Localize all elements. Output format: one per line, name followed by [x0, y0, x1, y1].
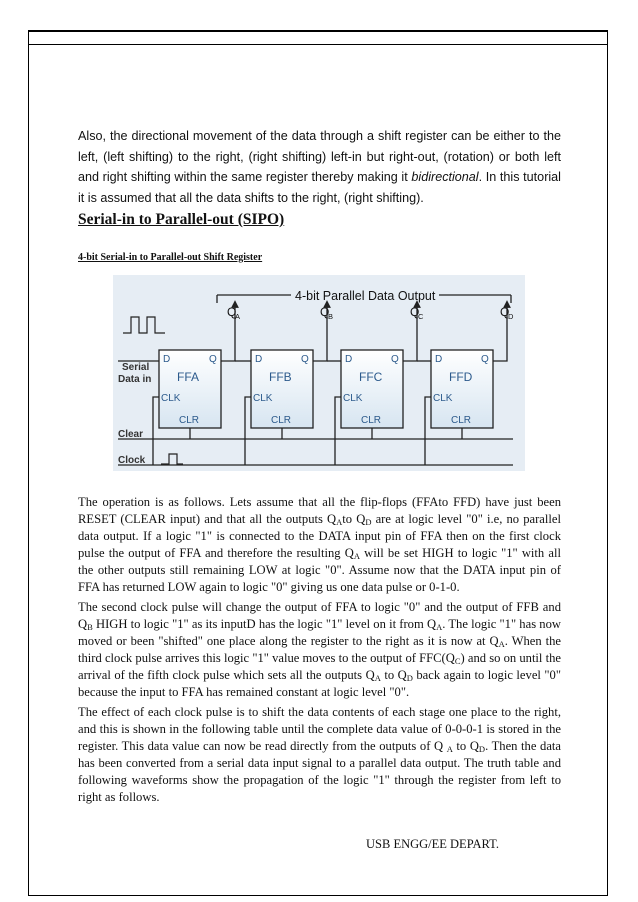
output-label-qa	[227, 305, 240, 321]
operation-paragraph-3: The effect of each clock pulse is to shift the data contents of each stage one place to the right, and this is shown in the following table until the complete data value of 0-0-0-1 is stored in the register. This data value can now be read directly from the outputs of Q $_A$ to $Q_D$. Then the data has been converted from a serial data input signal to a parallel data output. The truth table and following waveforms show the propagation of the logic "1" through the register from left to right as follows.	[78, 705, 562, 805]
svg-text:FFD: FFD	[449, 370, 473, 384]
svg-text:D: D	[345, 354, 353, 365]
serial-data-waveform	[123, 317, 165, 333]
svg-text:CLR: CLR	[179, 415, 200, 426]
svg-text:A: A	[235, 312, 241, 321]
svg-text:CLK: CLK	[343, 393, 363, 404]
svg-text:CLK: CLK	[433, 393, 453, 404]
page-footer: USB ENGG/EE DEPART.	[366, 837, 499, 851]
svg-text:CLK: CLK	[161, 393, 181, 404]
svg-text:B: B	[328, 312, 334, 321]
section-heading: Serial-in to Parallel-out (SIPO)	[78, 211, 285, 228]
serial-label-line1: Serial	[122, 362, 150, 373]
clear-label: Clear	[118, 429, 144, 440]
svg-text:CLR: CLR	[451, 415, 472, 426]
svg-text:Q: Q	[481, 354, 489, 365]
svg-text:D: D	[435, 354, 443, 365]
svg-text:CLK: CLK	[253, 393, 273, 404]
svg-text:Q: Q	[227, 305, 237, 319]
svg-text:FFC: FFC	[359, 370, 383, 384]
flipflop-ffd	[431, 350, 493, 428]
operation-paragraph-2: The second clock pulse will change the output of FFA to logic "0" and the output of FFB and $Q_B$ HIGH to logic "1" as its inputD has the logic "1" level on it from $Q_A$. The logic "1" has now moved or been "shifted" one place along the register to the right as it is now at $Q_A$. When the third clock pulse arrives this logic "1" value moves to the output of $FFC(Q_C)$ and so on until the arrival of the fifth clock pulse which sets all the outputs $Q_A$ to $Q_D$ back again to logic level "0" because the input to FFA has remained constant at logic level "0".	[78, 600, 561, 700]
flipflop-ffa	[159, 350, 221, 428]
svg-text:D: D	[255, 354, 263, 365]
diagram-caption: 4-bit Serial-in to Parallel-out Shift Register	[78, 252, 263, 263]
svg-text:D: D	[508, 312, 514, 321]
emphasis-bidirectional: bidirectional	[411, 170, 479, 184]
svg-text:Q: Q	[500, 305, 510, 319]
svg-text:CLR: CLR	[361, 415, 382, 426]
svg-text:Q: Q	[410, 305, 420, 319]
shift-register-diagram	[113, 275, 525, 471]
svg-text:FFA: FFA	[177, 370, 200, 384]
svg-text:Q: Q	[301, 354, 309, 365]
operation-paragraph-1: The operation is as follows. Lets assume that all the flip-flops (FFAto FFD) have just been RESET (CLEAR input) and that all the outputs $Q_Ato$ $Q_D$ are at logic level "0" i.e, no parallel data output. If a logic "1" is connected to the DATA input pin of FFA then on the first clock pulse the output of FFA and therefore the resulting $Q_A$ will be set HIGH to logic "1" with all the other outputs still remaining LOW at logic "0". Assume now that the DATA input pin of FFA has returned LOW again to logic "0" giving us one data pulse or 0-1-0.	[78, 495, 561, 595]
clock-pulse-waveform	[161, 454, 183, 464]
serial-label-line2: Data in	[118, 374, 152, 385]
clock-label: Clock	[118, 455, 146, 466]
svg-text:Q: Q	[320, 305, 330, 319]
svg-text:D: D	[163, 354, 171, 365]
svg-text:CLR: CLR	[271, 415, 292, 426]
svg-text:FFB: FFB	[269, 370, 292, 384]
header-rule	[28, 44, 608, 45]
svg-text:C: C	[418, 312, 424, 321]
flipflop-ffc	[341, 350, 403, 428]
parallel-output-title: 4-bit Parallel Data Output	[295, 289, 436, 303]
flipflop-ffb	[251, 350, 313, 428]
intro-paragraph: Also, the directional movement of the data through a shift register can be either to the left, (left shifting) to the right, (right shifting) left-in but right-out, (rotation) or both left and right shifting within the same register thereby making it bidirectional. In this tutorial it is assumed that all the data shifts to the right, (right shifting).	[78, 129, 561, 205]
svg-text:Q: Q	[391, 354, 399, 365]
svg-text:Q: Q	[209, 354, 217, 365]
